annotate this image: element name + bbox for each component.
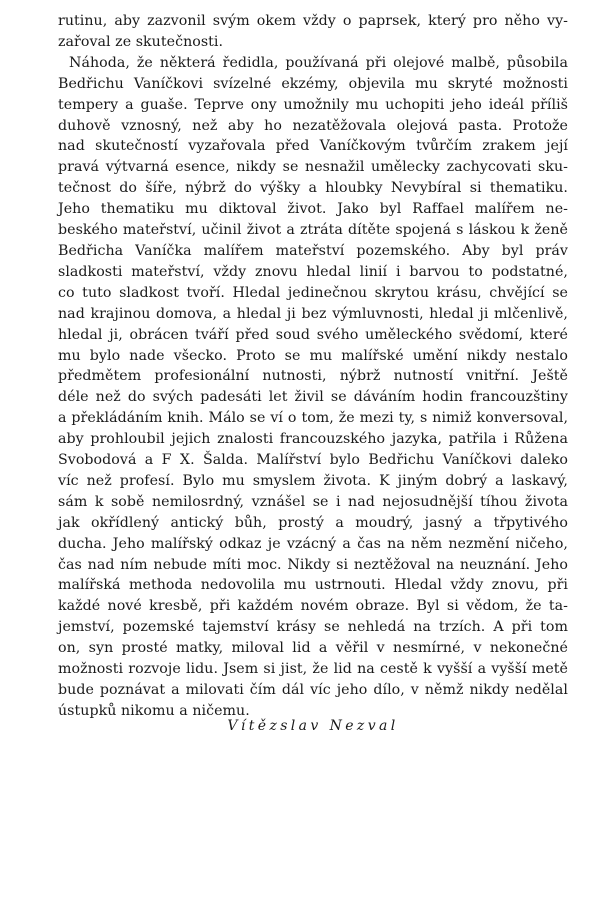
text-line: sladkosti mateřství, vždy znovu hledal linií i barvou to podstatné, — [58, 263, 568, 280]
text-line: Náhoda, že některá ředidla, používaná při olejové malbě, působila — [69, 54, 568, 71]
body-text — [58, 11, 568, 722]
text-line: déle než do svých padesáti let živil se dáváním hodin francouzštiny — [58, 389, 568, 406]
text-line: Jeho thematiku mu diktoval život. Jako byl Raffael malířem ne- — [58, 201, 568, 218]
text-line: nad krajinou domova, a hledal ji bez výmluvnosti, hledal ji mlčenlivě, — [58, 305, 568, 322]
text-line: hledal ji, obrácen tváří před soud svého uměleckého svědomí, které — [58, 326, 568, 343]
text-line: mu bylo nade všecko. Proto se mu malířské umění nikdy nestalo — [58, 347, 568, 364]
text-line: Bedřichu Vaníčkovi svízelné ekzémy, objevila mu skryté možnosti — [58, 75, 568, 92]
text-line: duhově vznosný, než aby ho nezatěžovala olejová pasta. Protože — [58, 117, 568, 134]
text-line: aby prohloubil jejich znalosti francouzského jazyka, patřila i Růžena — [58, 431, 568, 448]
paragraph-continuation — [58, 11, 568, 53]
text-line: on, syn prosté matky, miloval lid a věřil v nesmírné, v nekonečné — [58, 640, 568, 657]
text-line: jemství, pozemské tajemství krásy se nehledá na trzích. A při tom — [58, 619, 568, 636]
text-line: nad skutečností vyzařovala před Vaníčkovým tvůrčím zrakem její — [58, 138, 568, 155]
text-line: Svobodová a F X. Šalda. Malířství bylo Bedřichu Vaníčkovi daleko — [58, 452, 568, 469]
text-line: beského mateřství, učinil život a ztráta dítěte spojená s láskou k ženě — [58, 222, 568, 239]
text-line: Bedřicha Vaníčka malířem mateřství pozemského. Aby byl práv — [58, 242, 568, 259]
text-line: ducha. Jeho malířský odkaz je vzácný a čas na něm nezmění ničeho, — [58, 535, 568, 552]
text-line: sám k sobě nemilosrdný, vznášel se i nad nejosudnější tíhou života — [58, 493, 568, 510]
text-line: každé nové kresbě, při každém novém obraze. Byl si vědom, že ta- — [58, 598, 568, 615]
text-line: víc než profesí. Bylo mu smyslem života. K jiným dobrý a laskavý, — [58, 472, 568, 489]
text-line: tečnost do šíře, nýbrž do výšky a hloubky Nevybíral si thematiku. — [58, 180, 568, 197]
paragraph-main — [58, 53, 568, 722]
text-line: co tuto sladkost tvoří. Hledal jedinečnou skrytou krásu, chvějící se — [58, 284, 568, 301]
text-line: možnosti rozvoje lidu. Jsem si jist, že lid na cestě k vyšší a vyšší metě — [58, 661, 568, 678]
text-line: předmětem profesionální nutnosti, nýbrž nutností vnitřní. Ještě — [58, 368, 568, 385]
text-line: jak okřídlený antický bůh, prostý a moudrý, jasný a třpytivého — [58, 514, 568, 531]
text-line: ústupků nikomu a ničemu. — [58, 702, 250, 719]
text-line: malířská methoda nedovolila mu ustrnouti. Hledal vždy znovu, při — [58, 577, 568, 594]
text-line: bude poznávat a milovati čím dál víc jeho dílo, v němž nikdy nedělal — [58, 682, 568, 698]
text-line: čas nad ním nebude míti moc. Nikdy si neztěžoval na neuznání. Jeho — [58, 556, 568, 573]
author-signature: Vítězslav Nezval — [227, 718, 399, 734]
text-line: pravá výtvarná esence, nikdy se nesnažil umělecky zachycovati sku- — [58, 159, 568, 176]
text-line: zařoval ze skutečnosti. — [58, 33, 224, 50]
text-line: tempery a guaše. Teprve ony umožnily mu uchopiti jeho ideál příliš — [58, 96, 568, 113]
text-line: a překládáním knih. Málo se ví o tom, že mezi ty, s nimiž konversoval, — [58, 410, 568, 427]
text-line: rutinu, aby zazvonil svým okem vždy o paprsek, který pro něho vy- — [58, 13, 568, 29]
document-page — [58, 11, 568, 734]
